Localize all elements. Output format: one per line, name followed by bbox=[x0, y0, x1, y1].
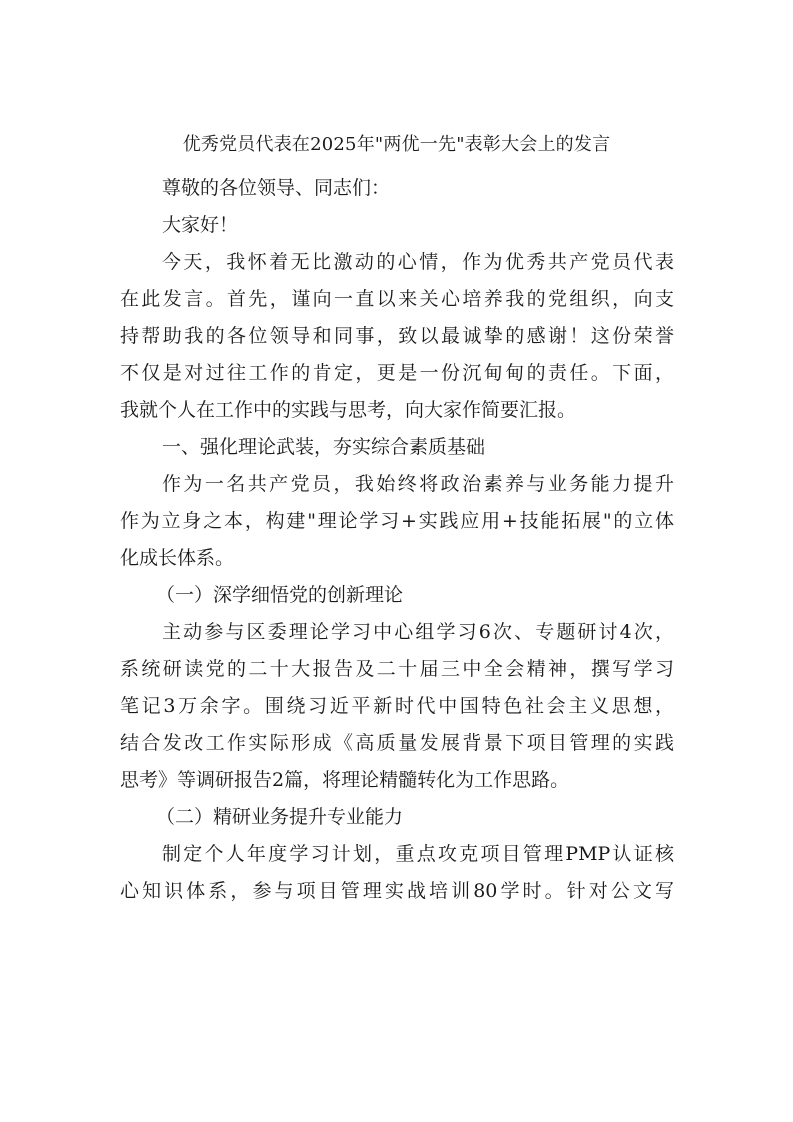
section1-line: 化成长体系。 bbox=[120, 547, 235, 569]
section1-line: 作为一名共产党员，我始终将政治素养与业务能力提升 bbox=[162, 473, 674, 495]
subsection2-line: 制定个人年度学习计划，重点攻克项目管理PMP认证核 bbox=[162, 843, 674, 865]
intro-paragraph bbox=[120, 244, 674, 429]
subsection2-line: 心知识体系，参与项目管理实战培训80学时。针对公文写 bbox=[120, 880, 674, 902]
subsection1-line: 结合发改工作实际形成《高质量发展背景下项目管理的实践 bbox=[120, 732, 674, 754]
subsection1-line: 笔记3万余字。围绕习近平新时代中国特色社会主义思想， bbox=[120, 695, 674, 717]
subsection2-paragraph bbox=[120, 836, 674, 910]
section1-line: 作为立身之本，构建"理论学习+实践应用+技能拓展"的立体 bbox=[120, 510, 674, 532]
intro-line: 持帮助我的各位领导和同事，致以最诚挚的感谢！这份荣誉 bbox=[120, 325, 674, 347]
intro-line: 不仅是对过往工作的肯定，更是一份沉甸甸的责任。下面， bbox=[120, 362, 674, 384]
subsection1-paragraph bbox=[120, 614, 674, 799]
subsection-heading-2: （二）精研业务提升专业能力 bbox=[156, 806, 404, 828]
subsection-heading-1: （一）深学细悟党的创新理论 bbox=[156, 584, 404, 606]
intro-line: 在此发言。首先，谨向一直以来关心培养我的党组织，向支 bbox=[120, 288, 674, 310]
greeting-paragraph: 大家好！ bbox=[162, 214, 239, 236]
section-heading-1: 一、强化理论武装，夯实综合素质基础 bbox=[162, 436, 486, 458]
subsection1-line: 系统研读党的二十大报告及二十届三中全会精神，撰写学习 bbox=[120, 658, 674, 680]
section1-intro-paragraph bbox=[120, 466, 674, 577]
document-body bbox=[120, 170, 674, 910]
document-title: 优秀党员代表在2025年"两优一先"表彰大会上的发言 bbox=[182, 134, 611, 155]
intro-line: 我就个人在工作中的实践与思考，向大家作简要汇报。 bbox=[120, 399, 577, 421]
subsection1-line: 思考》等调研报告2篇，将理论精髓转化为工作思路。 bbox=[120, 769, 570, 791]
subsection1-line: 主动参与区委理论学习中心组学习6次、专题研讨4次， bbox=[162, 621, 674, 643]
salutation-paragraph: 尊敬的各位领导、同志们： bbox=[162, 177, 391, 199]
intro-line: 今天，我怀着无比激动的心情，作为优秀共产党员代表 bbox=[162, 251, 674, 273]
